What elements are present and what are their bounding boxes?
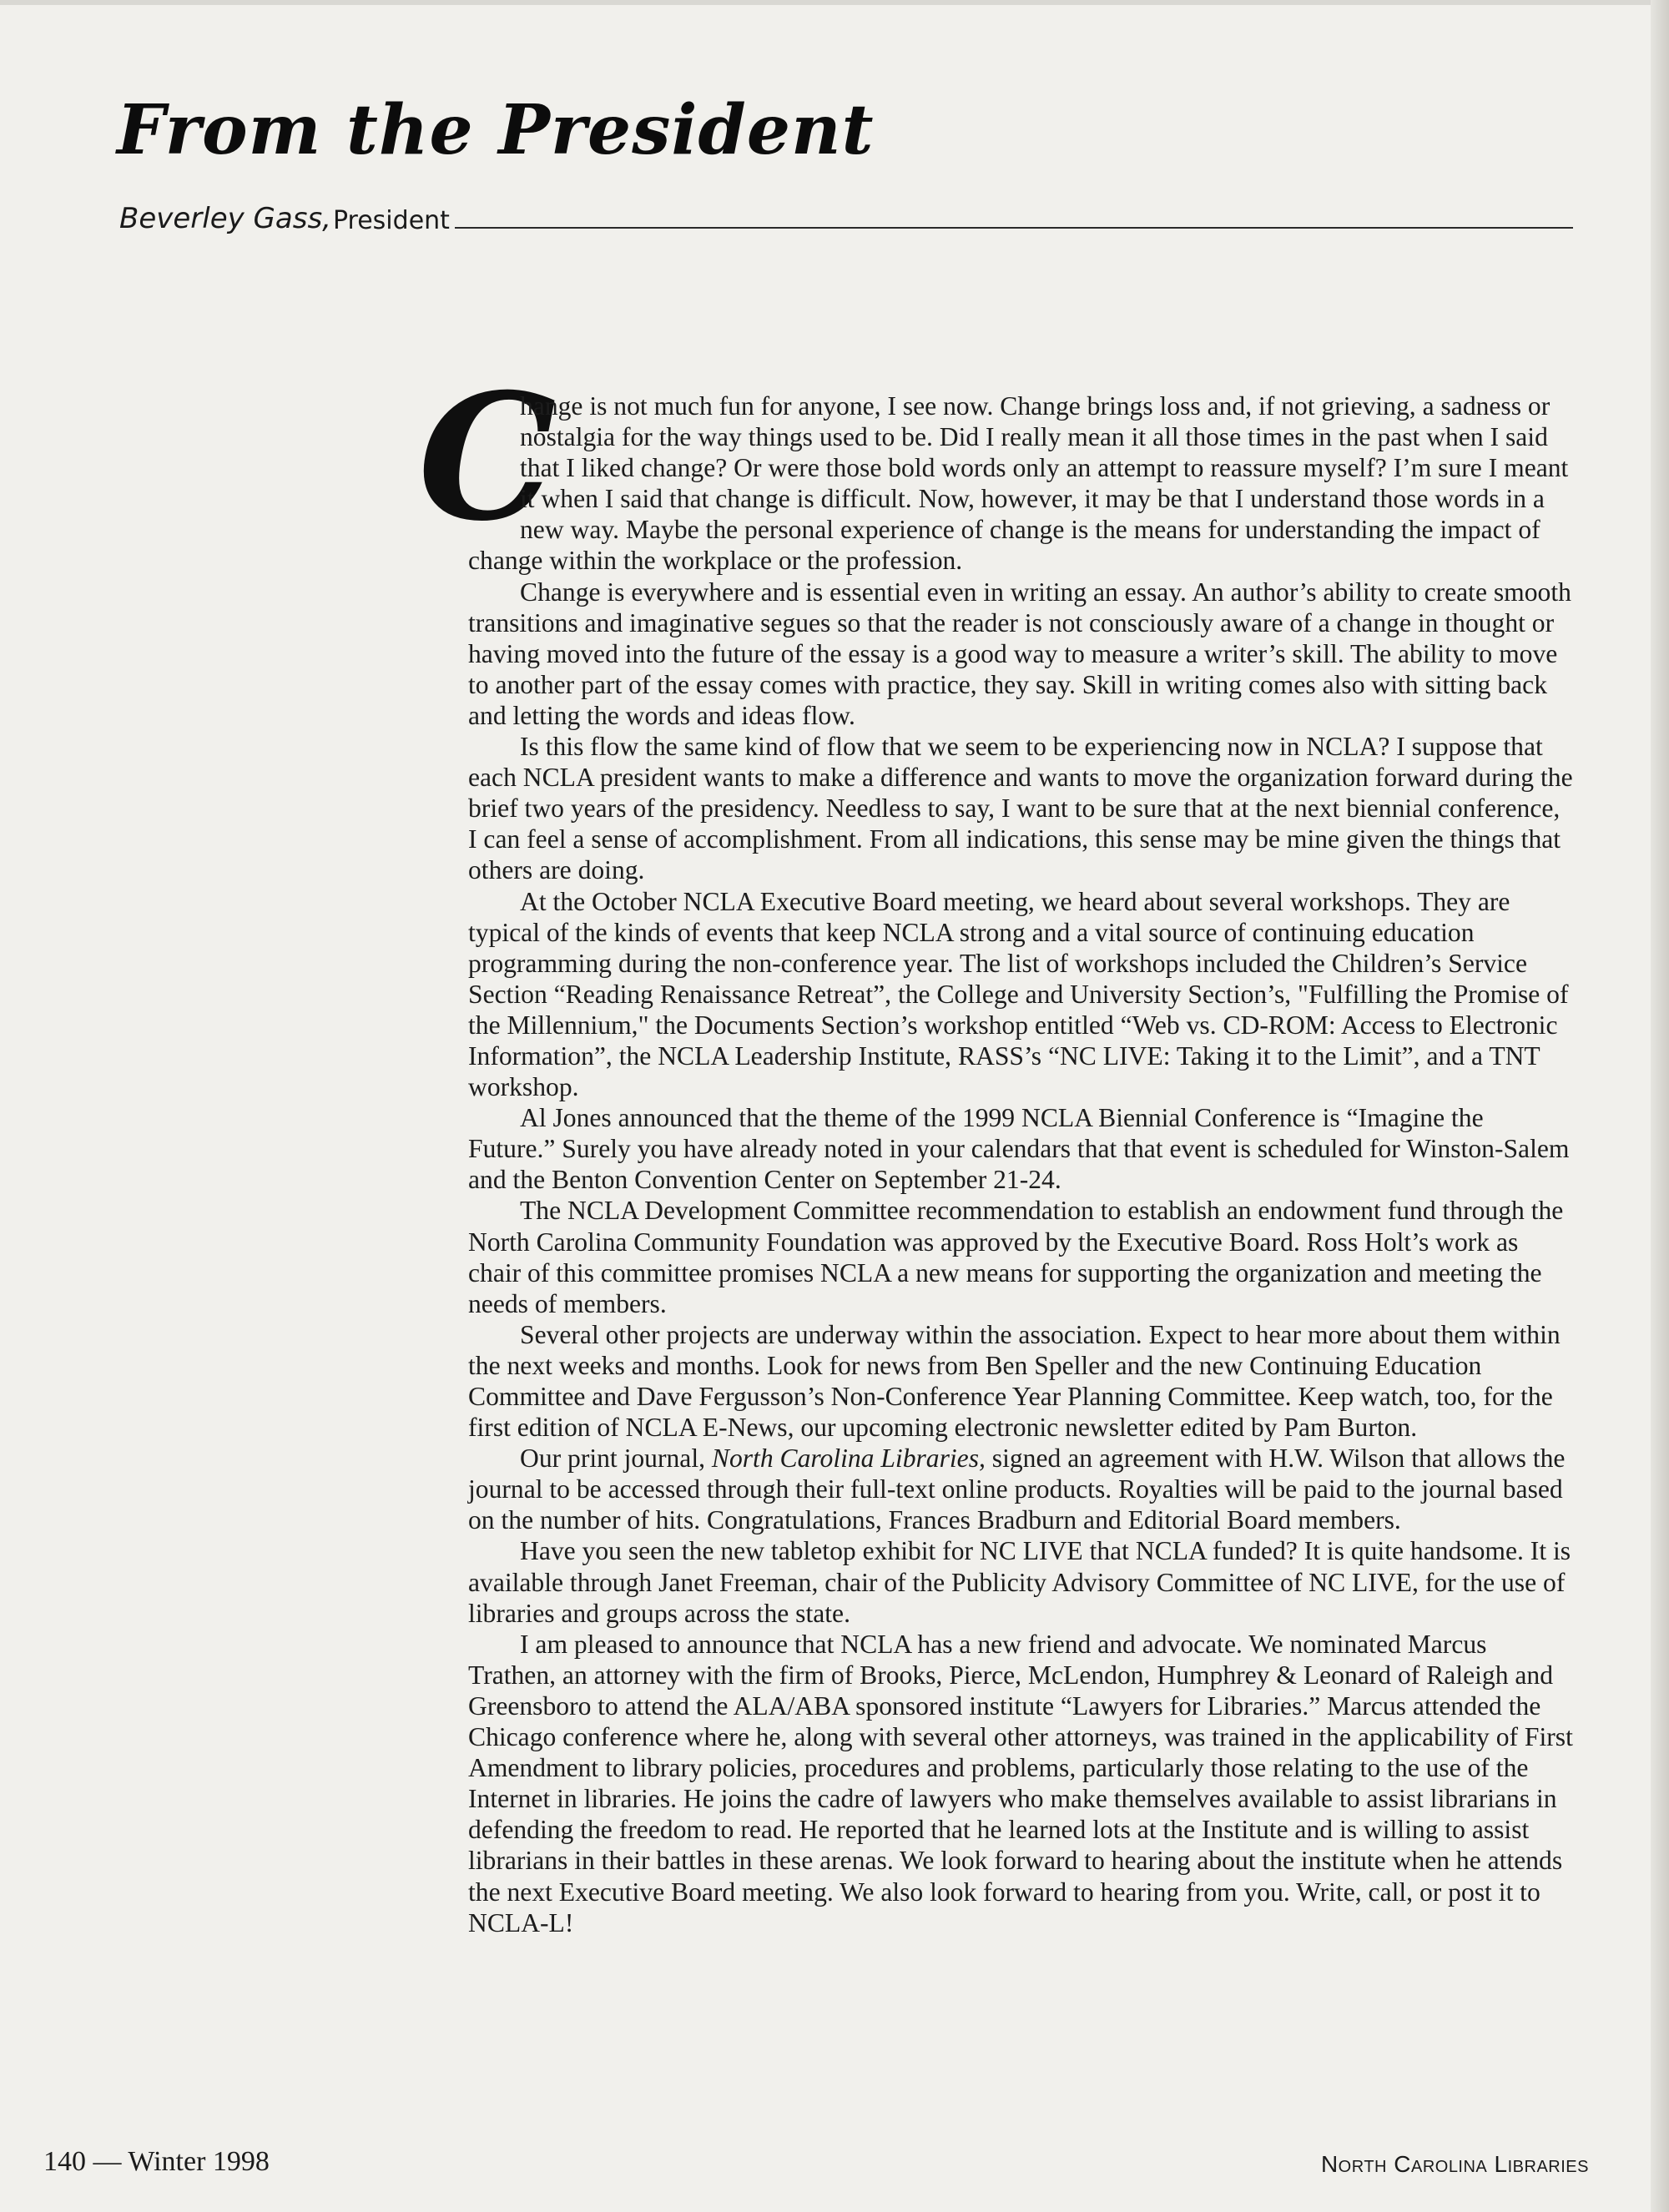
paragraph-8 <box>468 1443 1574 1535</box>
paragraph-9: Have you seen the new tabletop exhibit for NC LIVE that NCLA funded? It is quite handsome. It is available through Janet Freeman, chair of the Publicity Advisory Committee of NC LIVE, for the use of libraries and groups across the state. <box>468 1536 1571 1628</box>
column-title: From the President <box>117 90 875 170</box>
page-folio: 140 — Winter 1998 <box>43 2146 270 2177</box>
paragraph-6: The NCLA Development Committee recommendation to establish an endowment fund through the North Carolina Community Foundation was approved by the Executive Board. Ross Holt’s work as chair of this committee promises NCLA a new means for supporting the organization and meeting the needs of members. <box>468 1196 1564 1318</box>
paragraph-2: Change is everywhere and is essential even in writing an essay. An author’s ability to create smooth transitions and imaginative segues so that the reader is not consciously aware of a change in thought or having moved into the future of the essay is a good way to measure a writer’s skill. The ability to move to another part of the essay comes with practice, they say. Skill in writing comes also with sitting back and letting the words and ideas flow. <box>468 577 1571 730</box>
paragraph-10: I am pleased to announce that NCLA has a new friend and advocate. We nominated Marcus Trathen, an attorney with the firm of Brooks, Pierce, McLendon, Humphrey & Leonard of Raleigh and Greensboro to attend the ALA/ABA sponsored institute “Lawyers for Libraries.” Marcus attended the Chicago conference where he, along with several other attorneys, was trained in the applicability of First Amendment to library policies, procedures and problems, particularly those relating to the use of the Internet in libraries. He joins the cadre of lawyers who make themselves available to assist librarians in defending the freedom to read. He reported that he learned lots at the Institute and is willing to assist librarians in their battles in these arenas. We look forward to hearing about the institute when he attends the next Executive Board meeting. We also look forward to hearing from you. Write, call, or post it to NCLA-L! <box>468 1629 1573 1937</box>
journal-footer: North Carolina Libraries <box>1320 2151 1589 2177</box>
article-body <box>418 356 1574 1938</box>
page-top-edge <box>0 0 1669 5</box>
paragraph-3: Is this flow the same kind of flow that we seem to be experiencing now in NCLA? I suppose that each NCLA president wants to make a difference and wants to move the organization forward during the brief two years of the presidency. Needless to say, I want to be sure that at the next biennial conference, I can feel a sense of accomplishment. From all indications, this sense may be mine given the things that others are doing. <box>468 732 1573 885</box>
byline <box>119 202 1573 235</box>
paragraph-5: Al Jones announced that the theme of the 1999 NCLA Biennial Conference is “Imagine the Future.” Surely you have already noted in your calendars that that event is scheduled for Winston-Salem and the Benton Convention Center on September 21-24. <box>468 1103 1570 1195</box>
author-role: President <box>332 206 450 235</box>
paragraph-7: Several other projects are underway within the association. Expect to hear more about them within the next weeks and months. Look for news from Ben Speller and the new Continuing Education Committee and Dave Fergusson’s Non-Conference Year Planning Committee. Keep watch, too, for the first edition of NCLA E-News, our upcoming electronic newsletter edited by Pam Burton. <box>468 1319 1561 1443</box>
paragraph-8-lead: Our print journal, <box>520 1444 712 1474</box>
paragraph-4: At the October NCLA Executive Board meeting, we heard about several workshops. They are typical of the kinds of events that keep NCLA strong and a vital source of continuing education programming during the non-conference year. The list of workshops included the Children’s Service Section “Reading Renaissance Retreat”, the College and University Section’s, "Fulfilling the Promise of the Millennium," the Documents Section’s workshop entitled “Web vs. CD-ROM: Access to Electronic Information”, the NCLA Leadership Institute, RASS’s “NC LIVE: Taking it to the Limit”, and a TNT workshop. <box>468 886 1569 1102</box>
paragraph-1-text: hange is not much fun for anyone, I see now. Change brings loss and, if not grieving, a sadness or nostalgia for the way things used to be. Did I really mean it all those times in the past when I said that I liked change? Or were those bold words only an attempt to reassure myself? I’m sure I meant it when I said that change is difficult. Now, however, it may be that I understand those words in a new way. Maybe the personal experience of change is the means for understanding the impact of change within the workplace or the profession. <box>468 391 1569 576</box>
page-right-edge <box>1651 0 1669 2212</box>
author-name: Beverley Gass, <box>119 202 331 235</box>
journal-name: North Carolina Libraries, <box>711 1444 986 1474</box>
drop-cap: C <box>418 356 557 560</box>
paragraph-8-rest: signed an agreement with H.W. Wilson that allows the journal to be accessed through their full-text online products. Royalties will be paid to the journal based on the number of hits. Congratulations, Frances Bradburn and Editorial Board members. <box>468 1444 1566 1535</box>
paragraph-1 <box>418 356 1574 577</box>
byline-rule <box>455 227 1573 229</box>
